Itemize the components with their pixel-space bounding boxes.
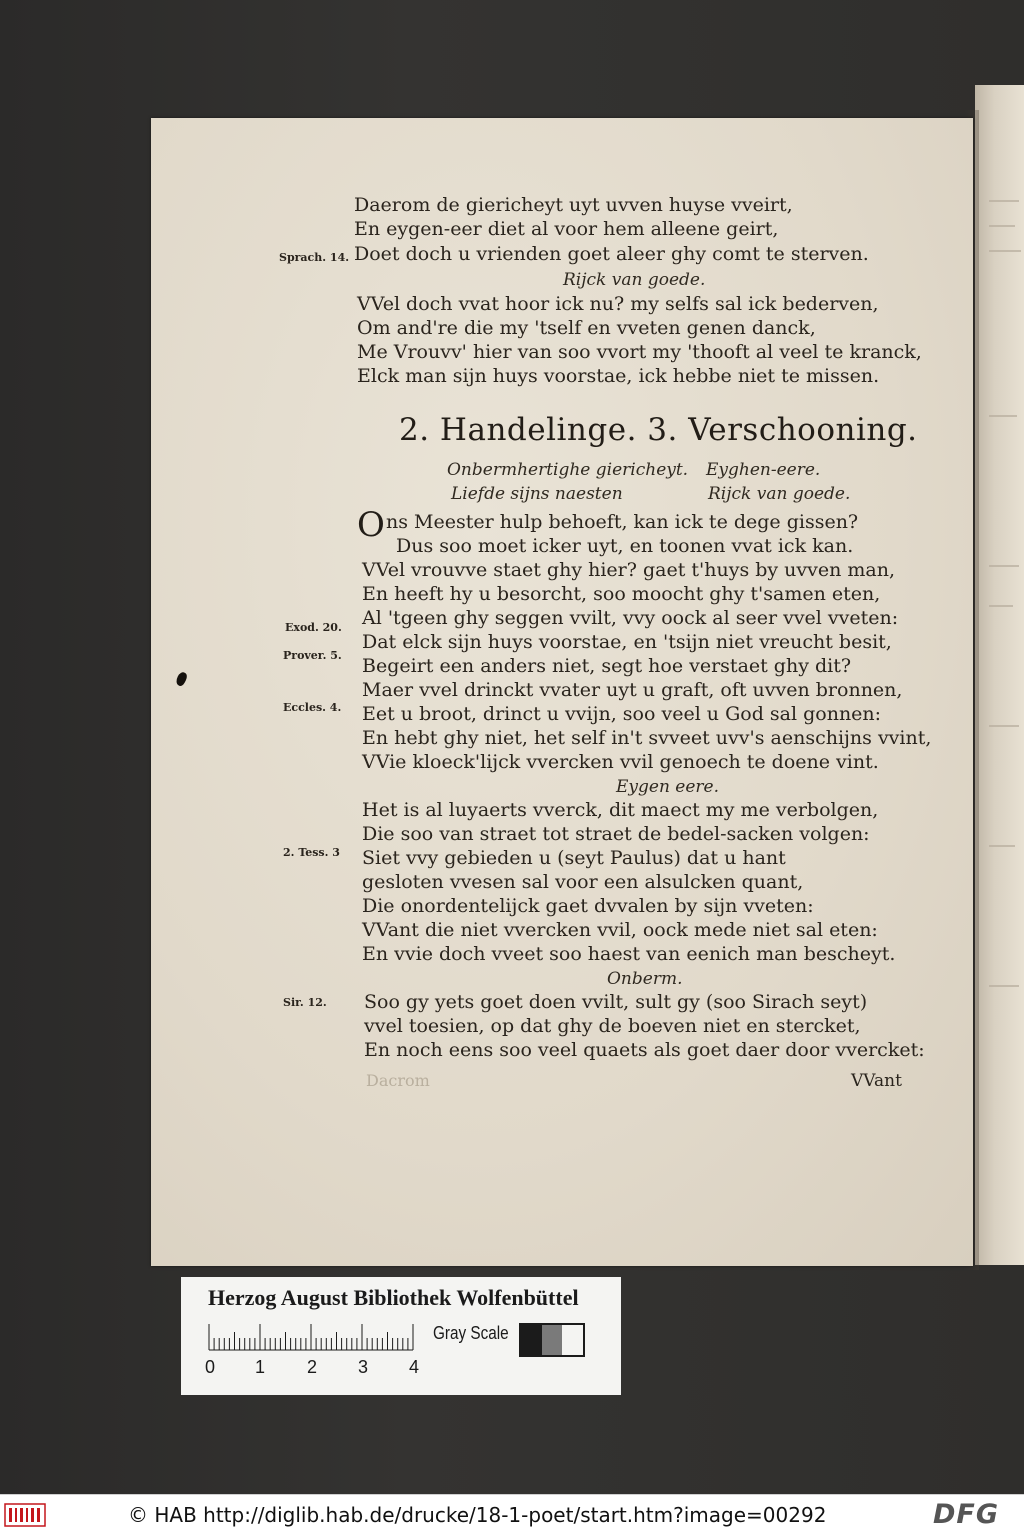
section-heading: 2. Handelinge. 3. Verschooning. <box>399 412 918 448</box>
facing-page-edge <box>975 85 1024 1265</box>
margin-note: 2. Tess. 3 <box>283 846 340 859</box>
verse-line: ns Meester hulp behoeft, kan ick te dege gissen? <box>386 511 859 533</box>
gray-swatch-dark <box>521 1325 542 1355</box>
verse-line: En heeft hy u besorcht, soo moocht ghy t'samen eten, <box>362 583 881 605</box>
ghost-line <box>989 415 1017 417</box>
copyright-url: © HAB http://diglib.hab.de/drucke/18-1-poet/start.htm?image=00292 <box>128 1503 827 1527</box>
verse-line: VVel vrouvve staet ghy hier? gaet t'huys by uvven man, <box>362 559 896 581</box>
ruler-number: 2 <box>307 1357 318 1377</box>
gray-scale-swatches <box>519 1323 585 1357</box>
margin-note: Eccles. 4. <box>283 701 342 714</box>
gray-scale-label: Gray Scale <box>433 1323 509 1343</box>
verse-line: vvel toesien, op dat ghy de boeven niet en stercket, <box>364 1015 861 1037</box>
verse-line: Al 'tgeen ghy seggen vvilt, vvy oock al seer vvel vveten: <box>362 607 899 629</box>
ruler-number: 4 <box>409 1357 420 1377</box>
speaker-name: Rijck van goede. <box>563 270 706 290</box>
drop-cap: O <box>357 505 385 545</box>
ruler-number: 3 <box>358 1357 369 1377</box>
margin-note: Sprach. 14. <box>279 251 350 264</box>
show-through-text: Dacrom <box>366 1071 430 1090</box>
cast-name: Onbermhertighe giericheyt. <box>447 460 689 480</box>
verse-line: VVant die niet vvercken vvil, oock mede niet sal eten: <box>362 919 878 941</box>
verse-line: Soo gy yets goet doen vvilt, sult gy (soo Sirach seyt) <box>364 991 868 1013</box>
ink-blot <box>174 671 189 688</box>
verse-line: Dus soo moet icker uyt, en toonen vvat ick kan. <box>396 535 854 557</box>
library-color-card <box>181 1277 621 1395</box>
margin-note: Sir. 12. <box>283 996 327 1009</box>
catchword: VVant <box>851 1071 902 1091</box>
verse-line: Begeirt een anders niet, segt hoe verstaet ghy dit? <box>362 655 852 677</box>
margin-note: Exod. 20. <box>285 621 342 634</box>
verse-line: Die onordentelijck gaet dvvalen by sijn vveten: <box>362 895 814 917</box>
ruler-ticks <box>208 1323 416 1351</box>
speaker-name: Eygen eere. <box>616 777 720 797</box>
ghost-line <box>989 200 1019 202</box>
verse-line: Dat elck sijn huys voorstae, en 'tsijn niet vreucht besit, <box>362 631 892 653</box>
ghost-line <box>989 565 1019 567</box>
verse-line: VVie kloeck'lijck vvercken vvil genoech te doene vint. <box>362 751 879 773</box>
ghost-line <box>989 605 1013 607</box>
verse-line: En vvie doch vveet soo haest van eenich man bescheyt. <box>362 943 896 965</box>
cast-name: Eyghen-eere. <box>706 460 821 480</box>
ghost-line <box>989 985 1019 987</box>
verse-line: Daerom de giericheyt uyt uvven huyse vveirt, <box>354 194 793 216</box>
verse-line: gesloten vvesen sal voor een alsulcken quant, <box>362 871 804 893</box>
verse-line: Elck man sijn huys voorstae, ick hebbe niet te missen. <box>357 365 880 387</box>
gray-swatch-light <box>562 1325 583 1355</box>
verse-line: Die soo van straet tot straet de bedel-sacken volgen: <box>362 823 870 845</box>
verse-line: En hebt ghy niet, het self in't svveet uvv's aenschijns vvint, <box>362 727 932 749</box>
dfg-logo: DFG <box>933 1499 1000 1530</box>
verse-line: En noch eens soo veel quaets als goet daer door vvercket: <box>364 1039 925 1061</box>
verse-line: Me Vrouvv' hier van soo vvort my 'thooft al veel te kranck, <box>357 341 922 363</box>
ruler-number: 0 <box>205 1357 216 1377</box>
verse-line: Om and're die my 'tself en vveten genen danck, <box>357 317 816 339</box>
ghost-line <box>989 225 1015 227</box>
viewer-footer <box>0 1494 1024 1536</box>
ghost-line <box>989 845 1015 847</box>
scale-ruler <box>208 1323 416 1351</box>
speaker-name: Onberm. <box>607 969 683 989</box>
verse-line: Eet u broot, drinct u vvijn, soo veel u God sal gonnen: <box>362 703 882 725</box>
book-page <box>151 118 973 1266</box>
verse-line: VVel doch vvat hoor ick nu? my selfs sal ick bederven, <box>357 293 879 315</box>
verse-line: Doet doch u vrienden goet aleer ghy comt te sterven. <box>354 243 869 265</box>
verse-line: Siet vvy gebieden u (seyt Paulus) dat u hant <box>362 847 786 869</box>
ruler-number: 1 <box>255 1357 266 1377</box>
gray-swatch-mid <box>542 1325 563 1355</box>
ghost-line <box>989 725 1019 727</box>
verse-line: Het is al luyaerts vverck, dit maect my me verbolgen, <box>362 799 879 821</box>
verse-line: Maer vvel drinckt vvater uyt u graft, oft uvven bronnen, <box>362 679 903 701</box>
library-barcode-icon <box>4 1501 46 1529</box>
cast-name: Rijck van goede. <box>708 484 851 504</box>
library-name: Herzog August Bibliothek Wolfenbüttel <box>208 1285 579 1310</box>
ghost-line <box>989 250 1021 252</box>
ruler-labels <box>205 1357 425 1379</box>
verse-line: En eygen-eer diet al voor hem alleene geirt, <box>354 218 779 240</box>
margin-note: Prover. 5. <box>283 649 342 662</box>
cast-name: Liefde sijns naesten <box>451 484 623 504</box>
